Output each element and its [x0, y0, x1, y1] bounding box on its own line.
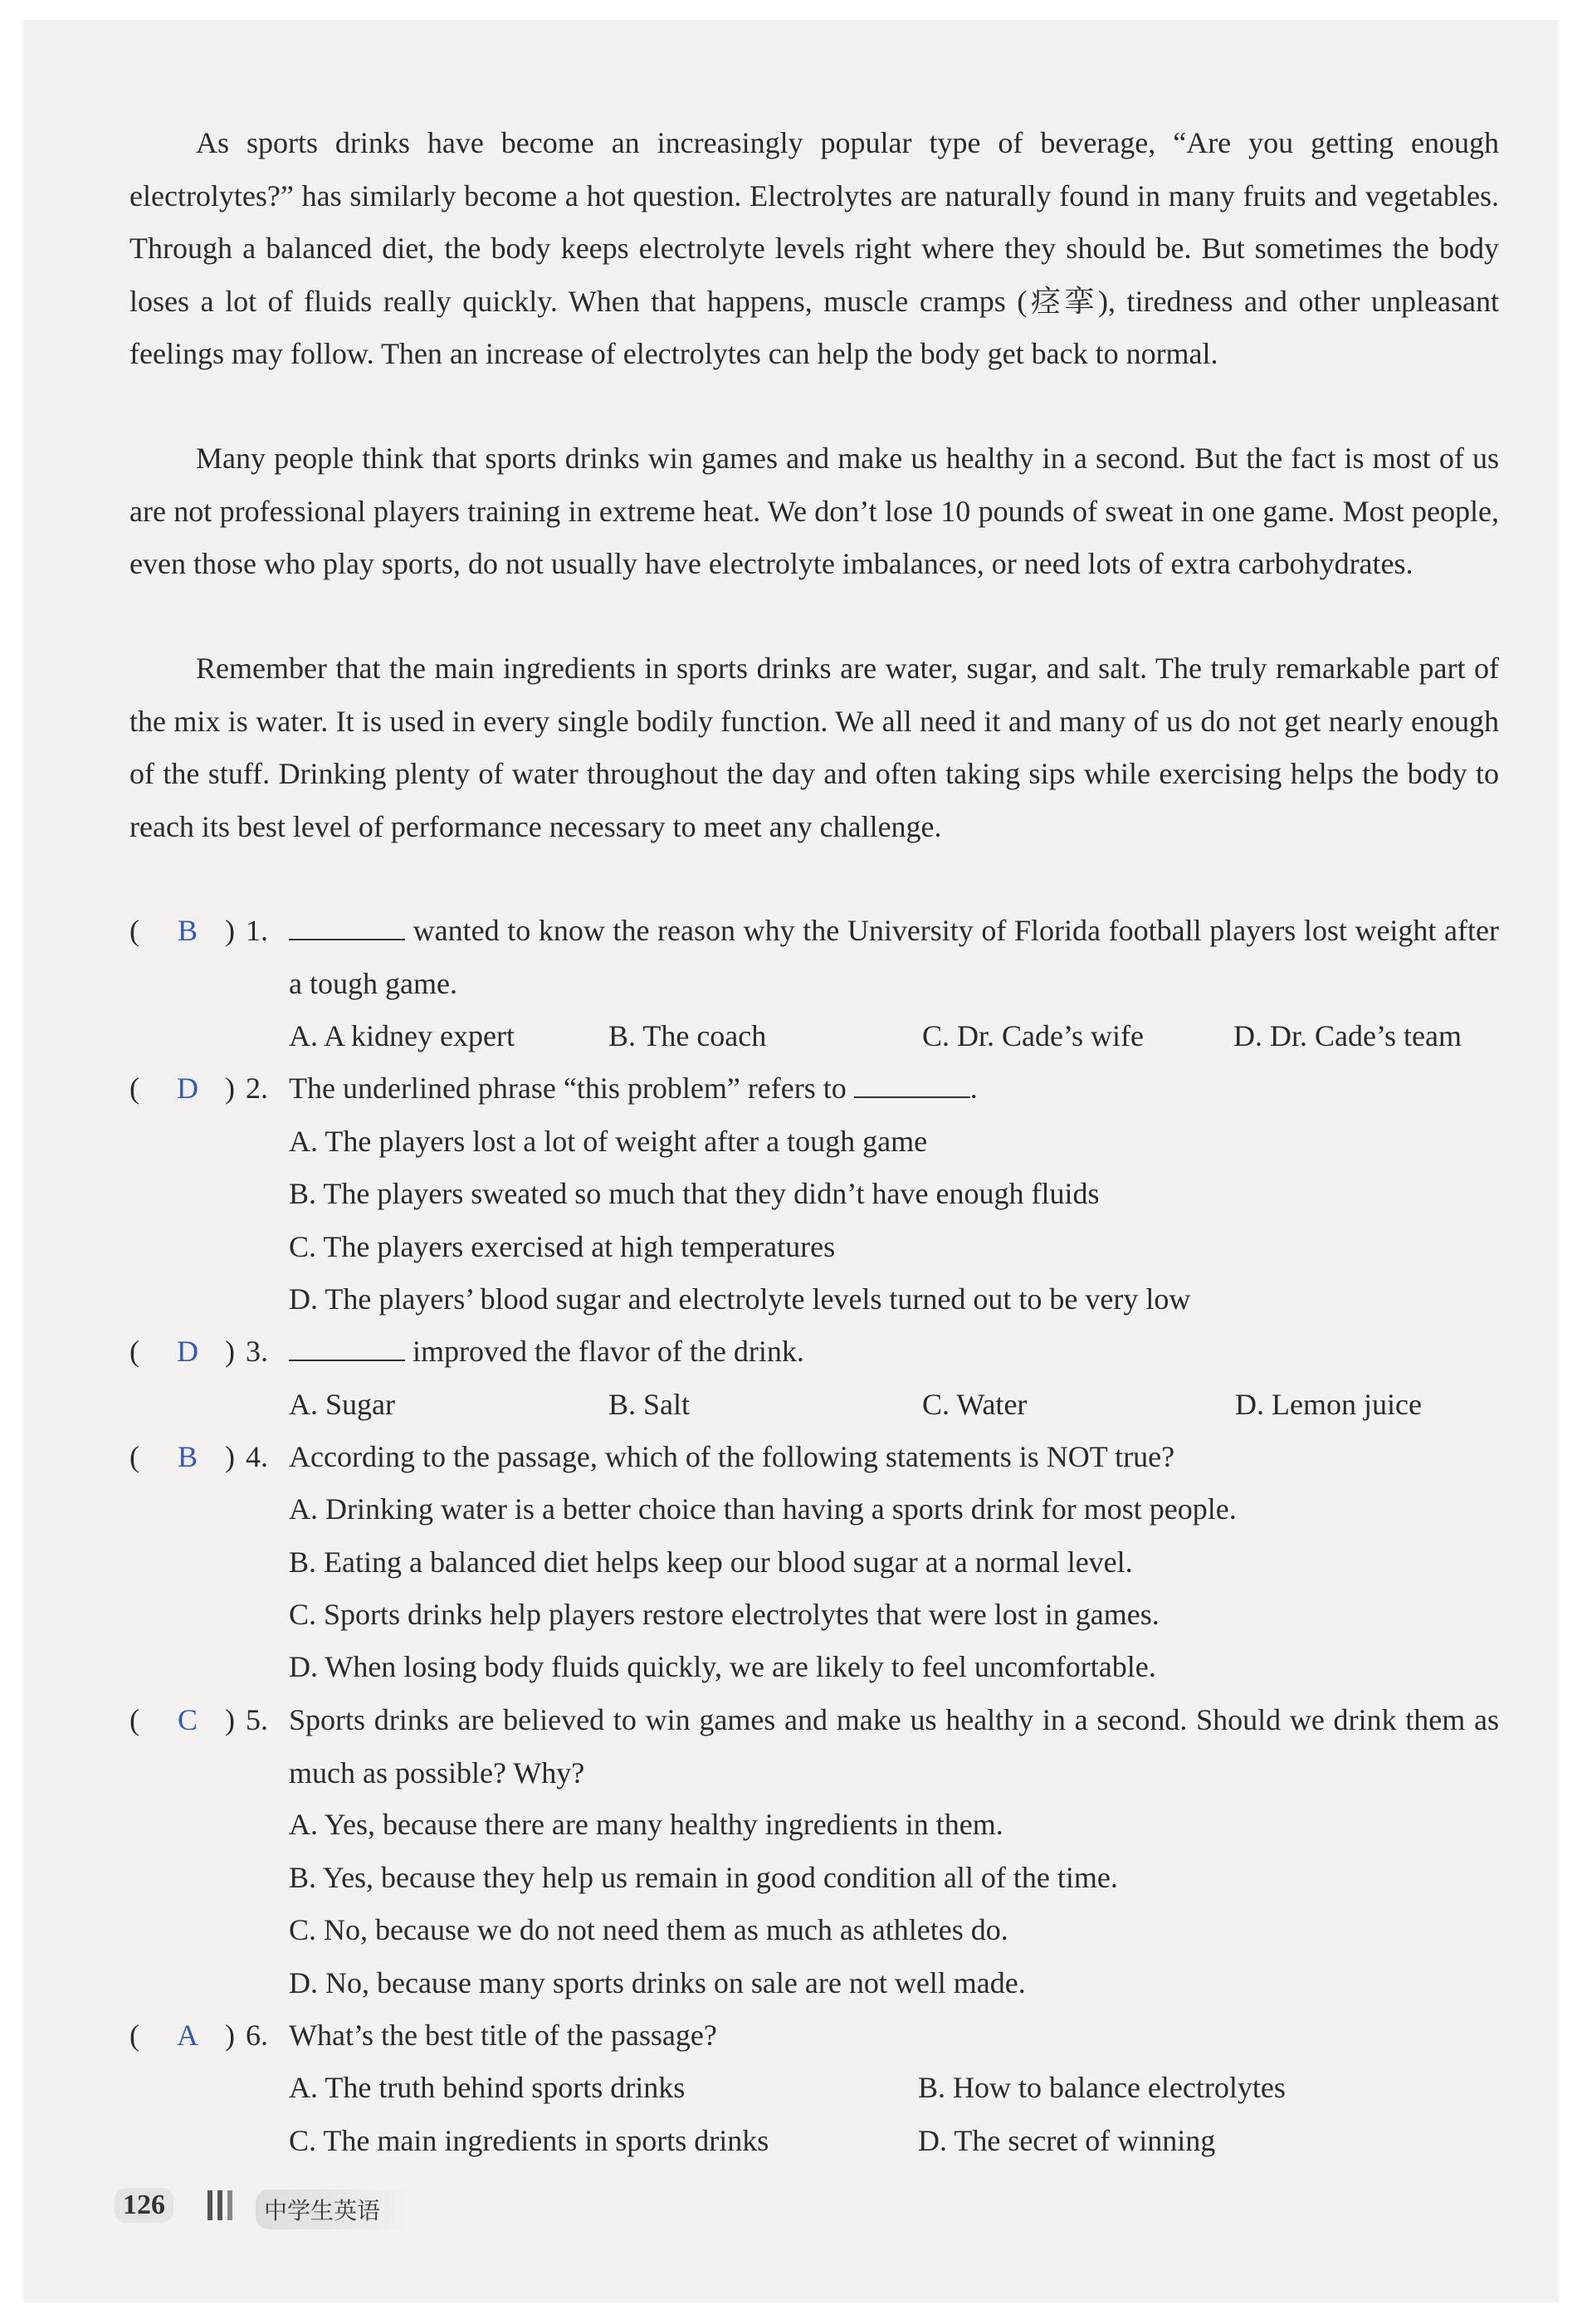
paren-close: ) [225, 914, 235, 947]
question-text: What’s the best title of the passage? [289, 2019, 717, 2052]
question-1 [129, 905, 1499, 1000]
paren-close: ) [225, 1335, 235, 1368]
q2-option-b: B. The players sweated so much that they didn’t have enough fluids [289, 1177, 1100, 1210]
question-text [289, 1062, 1499, 1115]
answer-6: A [177, 2019, 198, 2052]
passage-paragraph-3: Remember that the main ingredients in sports drinks are water, sugar, and salt. The truly remarkable part of the mix is water. It is used in every single bodily function. We all need it and many of us do not get nearly enough of the stuff. Drinking plenty of water throughout the day and often taking sips while exercising helps the body to reach its best level of performance necessary to meet any challenge. [129, 652, 1499, 843]
question-2 [129, 1062, 1499, 1115]
paren-close: ) [225, 2019, 235, 2052]
q4-option-c: C. Sports drinks help players restore electrolytes that were lost in games. [289, 1598, 1160, 1631]
question-number: 2. [246, 1072, 268, 1105]
q6-option-a: A. The truth behind sports drinks [289, 2071, 686, 2104]
q5-option-c: C. No, because we do not need them as much as athletes do. [289, 1913, 1008, 1946]
q3-option-d: D. Lemon juice [1235, 1388, 1422, 1421]
page [23, 20, 1559, 2302]
q3-option-a: A. Sugar [289, 1388, 395, 1421]
answer-4: B [177, 1440, 198, 1473]
question-number: 3. [246, 1335, 268, 1368]
q6-option-b: B. How to balance electrolytes [918, 2071, 1286, 2104]
passage-paragraph-1: As sports drinks have become an increasingly popular type of beverage, “Are you getting enough electrolytes?” has similarly become a hot question. Electrolytes are naturally found in many fruits and vegetables. Through a balanced diet, the body keeps electrolyte levels right where they should be. But sometimes the body loses a lot of fluids really quickly. When that happens, muscle cramps (痉挛), tiredness and other unpleasant feelings may follow. Then an increase of electrolytes can help the body get back to normal. [129, 126, 1499, 370]
question-6 [129, 2009, 1499, 2062]
question-number: 1. [246, 914, 268, 947]
question-4 [129, 1431, 1499, 1483]
q2-option-c: C. The players exercised at high temperatures [289, 1230, 836, 1263]
paren-open: ( [129, 1703, 139, 1736]
footer-divider-bars [208, 2190, 249, 2220]
q5-option-d: D. No, because many sports drinks on sale are not well made. [289, 1966, 1026, 1999]
q6-option-d: D. The secret of winning [918, 2124, 1216, 2157]
q2-option-d: D. The players’ blood sugar and electrolyte levels turned out to be very low [289, 1282, 1191, 1316]
question-number: 5. [246, 1703, 268, 1736]
question-text: Sports drinks are believed to win games and make us healthy in a second. Should we drink them as much as possible? Why? [289, 1703, 1499, 1789]
paren-open: ( [129, 1335, 139, 1368]
answer-blank [854, 1073, 970, 1098]
q2-option-a: A. The players lost a lot of weight after a tough game [289, 1125, 928, 1158]
answer-blank [289, 915, 405, 940]
answer-5: C [177, 1703, 198, 1736]
q1-option-b: B. The coach [608, 1019, 767, 1052]
q3-option-b: B. Salt [608, 1388, 691, 1421]
q3-option-c: C. Water [922, 1388, 1028, 1421]
answer-1: B [177, 914, 198, 947]
q6-option-c: C. The main ingredients in sports drinks [289, 2124, 769, 2157]
paren-open: ( [129, 1440, 139, 1473]
question-text-pre: The underlined phrase “this problem” refers to [289, 1072, 854, 1105]
paren-close: ) [225, 1072, 235, 1105]
answer-3: D [177, 1335, 198, 1368]
q5-option-b: B. Yes, because they help us remain in good condition all of the time. [289, 1861, 1118, 1894]
question-3 [129, 1326, 1499, 1378]
answer-2: D [177, 1072, 198, 1105]
q1-option-d: D. Dr. Cade’s team [1233, 1019, 1462, 1052]
q4-option-a: A. Drinking water is a better choice than having a sports drink for most people. [289, 1492, 1237, 1526]
question-text-post: improved the flavor of the drink. [405, 1335, 804, 1368]
question-text-post: . [969, 1072, 978, 1105]
paren-close: ) [225, 1703, 235, 1736]
question-number: 6. [246, 2019, 268, 2052]
question-text [289, 905, 1499, 1010]
question-number: 4. [246, 1440, 268, 1473]
question-text-post: wanted to know the reason why the University of Florida football players lost weight after a tough game. [289, 914, 1499, 1000]
book-title: 中学生英语 [256, 2190, 413, 2229]
page-number: 126 [115, 2188, 173, 2223]
paren-open: ( [129, 914, 139, 947]
passage-paragraph-2: Many people think that sports drinks win games and make us healthy in a second. But the fact is most of us are not professional players training in extreme heat. We don’t lose 10 pounds of sweat in one game. Most people, even those who play sports, do not usually have electrolyte imbalances, or need lots of extra carbohydrates. [129, 442, 1499, 580]
q5-option-a: A. Yes, because there are many healthy ingredients in them. [289, 1808, 1003, 1841]
q1-option-c: C. Dr. Cade’s wife [922, 1019, 1144, 1052]
paren-open: ( [129, 1072, 139, 1105]
paren-open: ( [129, 2019, 139, 2052]
paren-close: ) [225, 1440, 235, 1473]
q4-option-b: B. Eating a balanced diet helps keep our blood sugar at a normal level. [289, 1545, 1133, 1579]
question-5 [129, 1694, 1499, 1799]
answer-blank [289, 1336, 405, 1361]
question-text: According to the passage, which of the following statements is NOT true? [289, 1440, 1175, 1473]
question-text [289, 1326, 1499, 1378]
q1-option-a: A. A kidney expert [289, 1019, 515, 1052]
q4-option-d: D. When losing body fluids quickly, we are likely to feel uncomfortable. [289, 1650, 1156, 1683]
